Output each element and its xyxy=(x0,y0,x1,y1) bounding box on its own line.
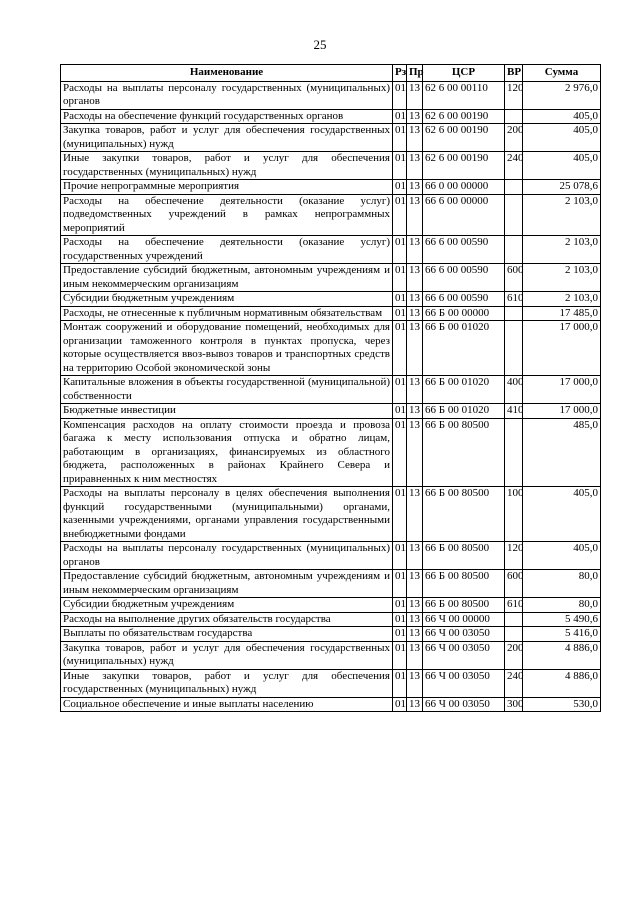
row-pr: 13 xyxy=(407,570,423,598)
table-row xyxy=(61,152,601,180)
row-name: Иные закупки товаров, работ и услуг для обеспечения государственных (муниципальных) нужд xyxy=(61,152,393,180)
row-vr xyxy=(505,321,523,376)
row-rz: 01 xyxy=(393,292,407,307)
row-pr: 13 xyxy=(407,598,423,613)
row-rz: 01 xyxy=(393,321,407,376)
row-vr: 200 xyxy=(505,124,523,152)
header-pr: Пр xyxy=(407,65,423,82)
row-rz: 01 xyxy=(393,376,407,404)
row-vr: 400 xyxy=(505,376,523,404)
row-name: Социальное обеспечение и иные выплаты населению xyxy=(61,697,393,712)
row-sum: 17 485,0 xyxy=(523,306,601,321)
row-pr: 13 xyxy=(407,124,423,152)
row-pr: 13 xyxy=(407,180,423,195)
row-csr: 66 0 00 00000 xyxy=(423,180,505,195)
row-sum: 2 103,0 xyxy=(523,292,601,307)
row-csr: 66 Б 00 80500 xyxy=(423,487,505,542)
row-sum: 4 886,0 xyxy=(523,641,601,669)
row-rz: 01 xyxy=(393,669,407,697)
header-sum: Сумма xyxy=(523,65,601,82)
row-csr: 66 Б 00 80500 xyxy=(423,542,505,570)
row-vr xyxy=(505,627,523,642)
row-name: Расходы на обеспечение деятельности (оказание услуг) государственных учреждений xyxy=(61,236,393,264)
row-sum: 2 103,0 xyxy=(523,236,601,264)
row-pr: 13 xyxy=(407,109,423,124)
row-pr: 13 xyxy=(407,236,423,264)
row-name: Бюджетные инвестиции xyxy=(61,404,393,419)
row-pr: 13 xyxy=(407,627,423,642)
table-row xyxy=(61,612,601,627)
row-pr: 13 xyxy=(407,152,423,180)
header-name: Наименование xyxy=(61,65,393,82)
row-sum: 405,0 xyxy=(523,124,601,152)
row-csr: 62 6 00 00190 xyxy=(423,109,505,124)
row-name: Закупка товаров, работ и услуг для обеспечения государственных (муниципальных) нужд xyxy=(61,124,393,152)
row-csr: 66 6 00 00000 xyxy=(423,194,505,236)
row-pr: 13 xyxy=(407,669,423,697)
row-rz: 01 xyxy=(393,697,407,712)
row-name: Субсидии бюджетным учреждениям xyxy=(61,598,393,613)
row-name: Выплаты по обязательствам государства xyxy=(61,627,393,642)
row-sum: 80,0 xyxy=(523,598,601,613)
row-name: Расходы на выплаты персоналу государственных (муниципальных) органов xyxy=(61,542,393,570)
row-name: Расходы на выплаты персоналу государственных (муниципальных) органов xyxy=(61,81,393,109)
row-name: Предоставление субсидий бюджетным, автономным учреждениям и иным некоммерческим организациям xyxy=(61,570,393,598)
row-csr: 66 Б 00 00000 xyxy=(423,306,505,321)
row-csr: 66 Ч 00 03050 xyxy=(423,641,505,669)
row-rz: 01 xyxy=(393,404,407,419)
row-sum: 17 000,0 xyxy=(523,404,601,419)
row-name: Расходы на обеспечение деятельности (оказание услуг) подведомственных учреждений в рамках непрограммных мероприятий xyxy=(61,194,393,236)
row-sum: 405,0 xyxy=(523,152,601,180)
row-csr: 66 Б 00 01020 xyxy=(423,321,505,376)
header-csr: ЦСР xyxy=(423,65,505,82)
table-row xyxy=(61,641,601,669)
row-vr: 100 xyxy=(505,487,523,542)
table-row xyxy=(61,627,601,642)
page-number: 25 xyxy=(313,37,327,52)
table-row xyxy=(61,598,601,613)
row-name: Субсидии бюджетным учреждениям xyxy=(61,292,393,307)
row-sum: 80,0 xyxy=(523,570,601,598)
table-row xyxy=(61,236,601,264)
row-sum: 17 000,0 xyxy=(523,321,601,376)
row-rz: 01 xyxy=(393,598,407,613)
row-vr: 610 xyxy=(505,598,523,613)
row-name: Компенсация расходов на оплату стоимости проезда и провоза багажа к месту использования отпуска и обратно лицам, работающим в организациях, финансируемых из областного бюджета, расположенных в районах Крайнего Севера и приравненных к ним местностях xyxy=(61,418,393,487)
row-rz: 01 xyxy=(393,641,407,669)
row-vr xyxy=(505,194,523,236)
row-sum: 2 976,0 xyxy=(523,81,601,109)
row-pr: 13 xyxy=(407,292,423,307)
row-pr: 13 xyxy=(407,404,423,419)
table-row xyxy=(61,124,601,152)
row-vr: 610 xyxy=(505,292,523,307)
row-pr: 13 xyxy=(407,376,423,404)
row-sum: 405,0 xyxy=(523,542,601,570)
row-csr: 66 Б 00 80500 xyxy=(423,418,505,487)
table-row xyxy=(61,542,601,570)
row-vr: 240 xyxy=(505,669,523,697)
row-vr: 120 xyxy=(505,542,523,570)
row-vr: 410 xyxy=(505,404,523,419)
table-row xyxy=(61,292,601,307)
table-row xyxy=(61,109,601,124)
row-csr: 66 Ч 00 03050 xyxy=(423,627,505,642)
row-sum: 2 103,0 xyxy=(523,264,601,292)
row-csr: 66 6 00 00590 xyxy=(423,236,505,264)
table-row xyxy=(61,487,601,542)
row-pr: 13 xyxy=(407,418,423,487)
row-sum: 2 103,0 xyxy=(523,194,601,236)
row-rz: 01 xyxy=(393,152,407,180)
row-rz: 01 xyxy=(393,627,407,642)
row-csr: 66 6 00 00590 xyxy=(423,292,505,307)
row-vr xyxy=(505,180,523,195)
row-name: Расходы на выполнение других обязательств государства xyxy=(61,612,393,627)
row-vr xyxy=(505,109,523,124)
row-vr xyxy=(505,418,523,487)
row-name: Предоставление субсидий бюджетным, автономным учреждениям и иным некоммерческим организациям xyxy=(61,264,393,292)
row-name: Расходы на выплаты персоналу в целях обеспечения выполнения функций государственными (муниципальными) органами, казенными учреждениями, органами управления государственными внебюджетными фондами xyxy=(61,487,393,542)
row-rz: 01 xyxy=(393,542,407,570)
row-rz: 01 xyxy=(393,487,407,542)
row-vr: 300 xyxy=(505,697,523,712)
row-csr: 66 Б 00 80500 xyxy=(423,570,505,598)
row-sum: 17 000,0 xyxy=(523,376,601,404)
row-pr: 13 xyxy=(407,194,423,236)
row-csr: 66 Б 00 01020 xyxy=(423,376,505,404)
row-pr: 13 xyxy=(407,81,423,109)
row-rz: 01 xyxy=(393,81,407,109)
table-row xyxy=(61,404,601,419)
row-csr: 66 Б 00 01020 xyxy=(423,404,505,419)
row-csr: 66 Ч 00 03050 xyxy=(423,669,505,697)
row-vr xyxy=(505,612,523,627)
row-csr: 66 Ч 00 00000 xyxy=(423,612,505,627)
row-vr xyxy=(505,306,523,321)
table-row xyxy=(61,180,601,195)
row-vr: 600 xyxy=(505,570,523,598)
row-pr: 13 xyxy=(407,487,423,542)
table-row xyxy=(61,669,601,697)
table-header-row xyxy=(61,65,601,82)
row-name: Расходы, не отнесенные к публичным нормативным обязательствам xyxy=(61,306,393,321)
row-name: Прочие непрограммные мероприятия xyxy=(61,180,393,195)
row-sum: 5 490,6 xyxy=(523,612,601,627)
row-rz: 01 xyxy=(393,180,407,195)
row-name: Закупка товаров, работ и услуг для обеспечения государственных (муниципальных) нужд xyxy=(61,641,393,669)
row-sum: 4 886,0 xyxy=(523,669,601,697)
table-row xyxy=(61,264,601,292)
row-sum: 530,0 xyxy=(523,697,601,712)
row-sum: 405,0 xyxy=(523,109,601,124)
row-vr xyxy=(505,236,523,264)
table-row xyxy=(61,570,601,598)
table-row xyxy=(61,321,601,376)
row-csr: 66 6 00 00590 xyxy=(423,264,505,292)
row-pr: 13 xyxy=(407,321,423,376)
row-name: Иные закупки товаров, работ и услуг для обеспечения государственных (муниципальных) нужд xyxy=(61,669,393,697)
table-row xyxy=(61,194,601,236)
row-rz: 01 xyxy=(393,612,407,627)
row-sum: 405,0 xyxy=(523,487,601,542)
row-name: Расходы на обеспечение функций государственных органов xyxy=(61,109,393,124)
row-pr: 13 xyxy=(407,306,423,321)
row-rz: 01 xyxy=(393,109,407,124)
table-row xyxy=(61,418,601,487)
row-rz: 01 xyxy=(393,124,407,152)
row-vr: 120 xyxy=(505,81,523,109)
row-rz: 01 xyxy=(393,264,407,292)
row-csr: 66 Ч 00 03050 xyxy=(423,697,505,712)
row-pr: 13 xyxy=(407,542,423,570)
row-vr: 600 xyxy=(505,264,523,292)
row-sum: 5 416,0 xyxy=(523,627,601,642)
row-vr: 240 xyxy=(505,152,523,180)
row-pr: 13 xyxy=(407,697,423,712)
row-rz: 01 xyxy=(393,306,407,321)
row-csr: 66 Б 00 80500 xyxy=(423,598,505,613)
table-row xyxy=(61,81,601,109)
row-name: Капитальные вложения в объекты государственной (муниципальной) собственности xyxy=(61,376,393,404)
row-sum: 25 078,6 xyxy=(523,180,601,195)
header-rz: Рз xyxy=(393,65,407,82)
row-pr: 13 xyxy=(407,612,423,627)
row-rz: 01 xyxy=(393,236,407,264)
row-rz: 01 xyxy=(393,194,407,236)
table-row xyxy=(61,376,601,404)
row-sum: 485,0 xyxy=(523,418,601,487)
row-name: Монтаж сооружений и оборудование помещений, необходимых для организации таможенного контроля в пунктах пропуска, через которые осуществляется ввоз-вывоз товаров и транспортных средств на территорию Особой экономической зоны xyxy=(61,321,393,376)
row-rz: 01 xyxy=(393,418,407,487)
budget-table xyxy=(60,64,601,712)
row-pr: 13 xyxy=(407,641,423,669)
row-pr: 13 xyxy=(407,264,423,292)
table-row xyxy=(61,697,601,712)
header-vr: ВР xyxy=(505,65,523,82)
table-row xyxy=(61,306,601,321)
row-csr: 62 6 00 00190 xyxy=(423,152,505,180)
row-csr: 62 6 00 00110 xyxy=(423,81,505,109)
row-vr: 200 xyxy=(505,641,523,669)
row-rz: 01 xyxy=(393,570,407,598)
row-csr: 62 6 00 00190 xyxy=(423,124,505,152)
